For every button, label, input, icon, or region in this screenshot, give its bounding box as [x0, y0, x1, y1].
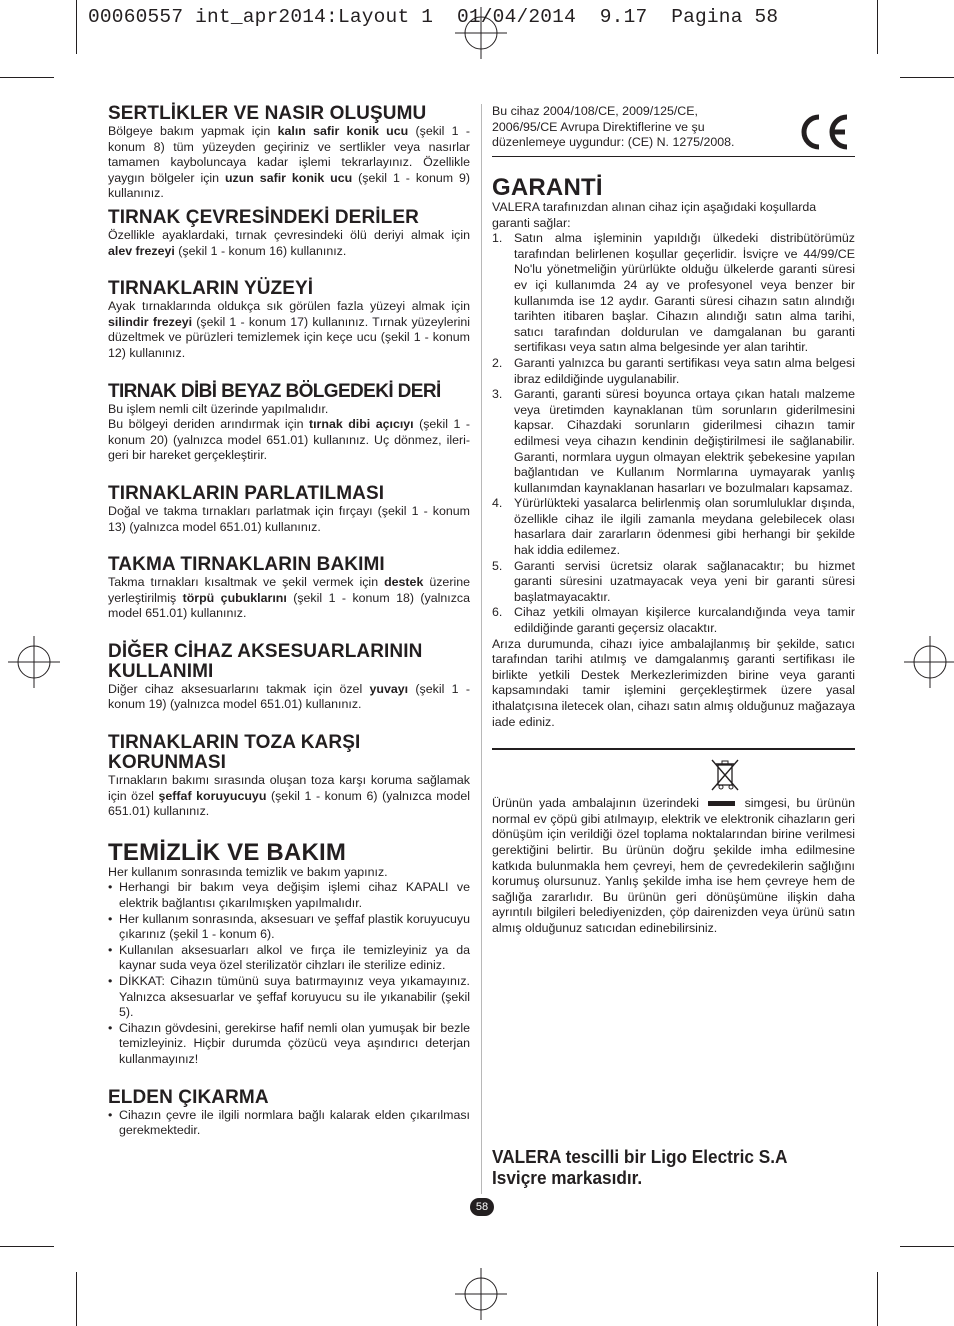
- list-item: 5. Garanti servisi ücretsiz olarak sağlanacaktır; bu hizmet garanti süresini uzatmayacak veya yeni bir garanti süresi başlatmayacaktır.: [492, 558, 855, 604]
- list-item: 4. Yürürlükteki yasalarca belirlenmiş olan sorumluluklar dışında, özellikle cihaz ile ilgili zamanla meydana gelebilecek olası hasarlara dair zararların ödenmesi gibi herhangi bir şekilde hak iddia edilemez.: [492, 496, 855, 558]
- section-title-polishing: TIRNAKLARIN PARLATILMASI: [108, 482, 385, 504]
- page-number-badge: 58: [470, 1198, 494, 1216]
- left-column: [108, 104, 470, 1139]
- section-title-calluses: SERTLİKLER VE NASIR OLUŞUMU: [108, 103, 427, 124]
- list-item: • Herhangi bir bakım veya değişim işlemi cihaz KAPALI ve elektrik bağlantısı çıkarılmışken yapılmalıdır.: [108, 880, 470, 911]
- section-intro-cleaning: Her kullanım sonrasında temizlik ve bakım yapınız.: [108, 864, 388, 879]
- section-title-cleaning: TEMİZLİK VE BAKIM: [108, 838, 347, 866]
- cleaning-list: [108, 880, 470, 1067]
- ce-conformity-block: [492, 104, 855, 157]
- crop-mark-bottom-left-horizontal: [0, 1246, 54, 1247]
- section-body-nail-surface: Ayak tırnaklarında oldukça sık görülen fazla yüzeyi almak için silindir frezeyi (şekil 1 - konum 17) kullanınız. Tırnak yüzeylerini düzeltmek ve pürüzleri temizlemek için keçe ucu (şekil 1 - konum 12) kullanınız.: [108, 299, 470, 360]
- registration-mark-left: [8, 636, 60, 688]
- crop-mark-top-right-horizontal: [900, 77, 954, 78]
- print-header-line: 00060557 int_apr2014:Layout 1 01/04/2014 9.17 Pagina 58: [88, 6, 779, 28]
- section-title-lunula-skin: TIRNAK DİBİ BEYAZ BÖLGEDEKİ DERİ: [108, 380, 441, 402]
- right-column: [492, 104, 855, 937]
- section-body-dust-protection: Tırnakların bakımı sırasında oluşan toza karşı koruma sağlamak için özel şeffaf koruyucuyu (şekil 1 - konum 6) (yalnızca model 651.01) kullanınız.: [108, 773, 470, 819]
- section-body-calluses: Bölgeye bakım yapmak için kalın safir konik ucu (şekil 1 - konum 8) tüm yüzeyden geçiriniz ve sertlikler veya nasırlar tamamen kayboluncaya kadar işlemi tekrarlayınız. Özellikle yaygın bölgeler için uzun safir konik ucu (şekil 1 - konum 9) kullanınız.: [108, 124, 470, 201]
- crop-mark-bottom-right-vertical: [877, 1272, 878, 1326]
- weee-bar-icon: [708, 801, 735, 806]
- ce-conformity-text: Bu cihaz 2004/108/CE, 2009/125/CE, 2006/95/CE Avrupa Direktiflerine ve şu düzenlemeye uygundur: (CE) N. 1275/2008.: [492, 104, 735, 150]
- list-item: • Her kullanım sonrasında, aksesuarı ve şeffaf plastik koruyucuyu çıkarınız (şekil 1 - konum 6).: [108, 911, 470, 942]
- registration-mark-top: [455, 7, 507, 59]
- list-item: • DİKKAT: Cihazın tümünü suya batırmayınız veya yıkamayınız. Yalnızca aksesuarlar ve şeffaf koruyucu su ile yıkanabilir (şekil 5).: [108, 974, 470, 1020]
- list-item: 3. Garanti, garanti süresi boyunca ortaya çıkan hatalı malzeme veya üretimden kaynaklanan tüm sorunların giderilmesini kapsar. Cihazdaki sorunların giderilmesi cihazın tamir edilmesi veya cihazın kendinin değiştirilmesi ile sağlanabilir. Garanti, normlara uygun olmayan elektrik şebekesine yapılan bağlantıdan ve Kullanım Normlarına uymayarak yanlış kullanımdan kaynaklanan hasarları ve bozulmaları kapsamaz.: [492, 387, 855, 495]
- weee-disposal-text: Ürünün yada ambalajının üzerindeki simgesi, bu ürünün normal ev çöpü gibi atılmayıp, elektrik ve elektronik cihazların geri dönüşüm için verildiği özel toplama noktalarından birine verilmesi gerektiğini belirtir. Bu ürünün doğru şekilde imha edilmesine katkıda bulunmakla hem çevreyi, hem de çevredekilerin sağlığını korumuş olursunuz. Yanlış şekilde imha ise hem çevreye hem de sağlığa zararlıdır. Bu ürünün geri dönüşümüne ilişkin daha ayrıntılı bilgileri belediyenizden, çöp dairenizden veya ürünü satın almış olduğunuz satıcıdan edinebilirsiniz.: [492, 796, 855, 935]
- list-item: 6. Cihaz yetkili olmayan kişilerce kurcalandığında veya tamir edildiğinde garanti geçersiz olacaktır.: [492, 605, 855, 636]
- section-title-dust-protection: TIRNAKLARIN TOZA KARŞI KORUNMASI: [108, 732, 361, 774]
- crop-mark-top-left-horizontal: [0, 77, 54, 78]
- section-divider: [492, 748, 855, 750]
- warranty-list: [492, 231, 855, 636]
- section-title-disposal: ELDEN ÇIKARMA: [108, 1086, 269, 1108]
- warranty-closing: Arıza durumunda, cihazı iyice ambalajlanmış bir şekilde, satıcı tarafından tarihi atılmış ve damgalanmış garanti sertifikası ile birlikte yetkili Destek Merkezlerimizden birine veya garanti kapsamındaki tamir işlemini gerçekleştirmek üzere yasal ithalatçısına iletecek olan, cihazı satın almış olduğunuz mağazaya iade ediniz.: [492, 636, 855, 729]
- section-body-other-accessories: Diğer cihaz aksesuarlarını takmak için özel yuvayı (şekil 1 - konum 19) (yalnızca model 651.01) kullanınız.: [108, 681, 470, 712]
- list-item: • Kullanılan aksesuarları alkol ve fırça ile temizleyiniz ya da kaynar suda veya özel sterilizatör cihzları ile sterilize ediniz.: [108, 942, 470, 973]
- crossed-bin-icon: [710, 758, 740, 792]
- brand-trademark-note: VALERA tescilli bir Ligo Electric S.A Isviçre markasıdır.: [492, 1146, 788, 1188]
- disposal-list: [108, 1108, 470, 1139]
- section-body-polishing: Doğal ve takma tırnakları parlatmak için fırçayı (şekil 1 - konum 13) (yalnızca model 651.01) kullanınız.: [108, 503, 470, 534]
- section-title-warranty: GARANTİ: [492, 174, 603, 201]
- registration-mark-right: [904, 636, 954, 688]
- section-title-other-accessories: DİĞER CİHAZ AKSESUARLARININ KULLANIMI: [108, 640, 423, 682]
- section-body-cuticles: Özellikle ayaklardaki, tırnak çevresindeki ölü deriyi almak için alev frezeyi (şekil 1 - konum 16) kullanınız.: [108, 227, 470, 258]
- section-title-false-nails: TAKMA TIRNAKLARIN BAKIMI: [108, 554, 385, 576]
- section-body-lunula-note: Bu işlem nemli cilt üzerinde yapılmalıdır.: [108, 401, 329, 416]
- list-item: 1. Satın alma işleminin yapıldığı ülkedeki distribütörümüz tarafından belirlenen koşullar geçerlidir. İsviçre ve 44/99/CE No'lu yönetmeliğin yürürlükte olduğu ülkelerde garanti süresi ev içi kullanımda 24 ay ve profesyonel veya benzer bir kullanımda ise 12 aydır. Garanti süresi cihazın satın alındığı tarihten itibaren başlar. Cihazın alındığı satın alma tarihi, satıcı tarafından doldurulan ve damgalanan bu garanti sertifikası veya satın alma belgesinde yer alan tarihtir.: [492, 231, 855, 355]
- warranty-intro: VALERA tarafınızdan alınan cihaz için aşağıdaki koşullarda garanti sağlar:: [492, 200, 817, 230]
- crop-mark-bottom-left-vertical: [76, 1272, 77, 1326]
- column-divider: [481, 104, 482, 1194]
- crop-mark-top-right-vertical: [877, 0, 878, 54]
- section-body-false-nails: Takma tırnakları kısaltmak ve şekil vermek için destek üzerine yerleştirilmiş törpü çubuklarını (şekil 1 - konum 18) (yalnızca model 651.01) kullanınız.: [108, 575, 470, 621]
- crop-mark-top-left-vertical: [76, 0, 77, 54]
- list-item: • Cihazın çevre ile ilgili normlara bağlı kalarak elden çıkarılması gerekmektedir.: [108, 1107, 470, 1138]
- crop-mark-bottom-right-horizontal: [900, 1246, 954, 1247]
- section-title-nail-surface: TIRNAKLARIN YÜZEYİ: [108, 278, 314, 300]
- list-item: • Cihazın gövdesini, gerekirse hafif nemli olan yumuşak bir bezle temizleyiniz. Hiçbir durumda çözücü veya aşındırıcı deterjan kullanmayınız!: [108, 1020, 470, 1066]
- section-title-cuticles: TIRNAK ÇEVRESİNDEKİ DERİLER: [108, 206, 419, 228]
- ce-mark-icon: [797, 112, 851, 152]
- registration-mark-bottom: [455, 1268, 507, 1320]
- list-item: 2. Garanti yalnızca bu garanti sertifikası veya satın alma belgesi ibraz edildiğinde uygulanabilir.: [492, 355, 855, 386]
- section-body-lunula-skin: Bu bölgeyi deriden arındırmak için tırnak dibi açıcıyı (şekil 1 - konum 20) (yalnızca model 651.01) kullanınız. Uç dönmez, ileri-geri bir hareket gerçekleştirir.: [108, 417, 470, 463]
